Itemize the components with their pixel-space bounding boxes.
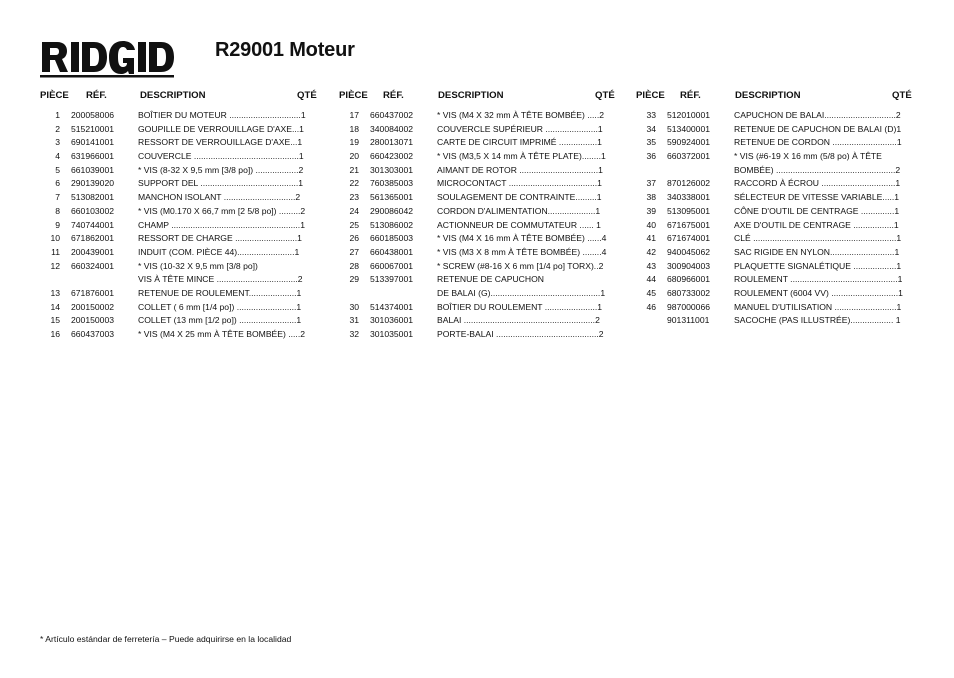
part-number: 26 (349, 233, 359, 244)
part-number: 10 (50, 233, 60, 244)
part-row (636, 219, 916, 233)
part-row (339, 177, 617, 191)
part-ref: 760385003 (370, 178, 414, 189)
part-number: 9 (55, 219, 60, 230)
part-description: AXE D'OUTIL DE CENTRAGE .................1 (734, 219, 899, 230)
part-number: 40 (646, 219, 656, 230)
part-ref: 660324001 (71, 260, 115, 271)
part-description: AIMANT DE ROTOR .................................1 (437, 164, 603, 175)
footnote: * Artículo estándar de ferretería – Puede adquirirse en la localidad (40, 634, 292, 644)
part-description: * VIS (8-32 X 9,5 mm [3/8 po]) ..................2 (138, 164, 304, 175)
part-number: 44 (646, 274, 656, 285)
part-number: 32 (349, 329, 359, 339)
table-header (40, 89, 320, 103)
header-ref: RÉF. (383, 90, 404, 101)
part-description: RETENUE DE CAPUCHON (437, 274, 544, 285)
part-row (40, 328, 320, 342)
part-number: 35 (646, 137, 656, 148)
part-number: 3 (55, 137, 60, 148)
header-description: DESCRIPTION (438, 90, 504, 101)
part-row (339, 273, 617, 287)
table-header (339, 89, 617, 103)
part-row (40, 260, 320, 274)
part-description: COLLET (13 mm [1/2 po]) ........................1 (138, 315, 302, 326)
header-qty: QTÉ (595, 90, 615, 101)
part-row (40, 246, 320, 260)
part-description: CÔNE D'OUTIL DE CENTRAGE ..............1 (734, 205, 900, 216)
part-number: 30 (349, 301, 359, 312)
part-description: ACTIONNEUR DE COMMUTATEUR ...... 1 (437, 219, 601, 230)
part-ref: 661039001 (71, 164, 115, 175)
part-ref: 660185003 (370, 233, 414, 244)
part-ref: 590924001 (667, 137, 711, 148)
part-ref: 987000066 (667, 301, 711, 312)
part-description: SÉLECTEUR DE VITESSE VARIABLE.....1 (734, 192, 900, 203)
part-description: RESSORT DE CHARGE ..........................1 (138, 233, 302, 244)
part-description: MICROCONTACT .....................................1 (437, 178, 602, 189)
part-row (339, 246, 617, 260)
part-ref: 513400001 (667, 123, 711, 134)
part-description: SOULAGEMENT DE CONTRAINTE.........1 (437, 192, 602, 203)
part-ref: 671675001 (667, 219, 711, 230)
part-description: RACCORD À ÉCROU ...............................1 (734, 178, 901, 189)
part-description: COUVERCLE ............................................1 (138, 151, 304, 162)
part-number: 38 (646, 192, 656, 203)
part-number: 46 (646, 301, 656, 312)
part-description: PORTE-BALAI ...........................................2 (437, 329, 604, 339)
part-row (636, 287, 916, 301)
part-row (636, 314, 916, 328)
part-number: 18 (349, 123, 359, 134)
part-ref: 513086002 (370, 219, 414, 230)
part-description: BALAI .......................................................2 (437, 315, 600, 326)
part-number: 33 (646, 110, 656, 120)
part-ref: 301035001 (370, 329, 414, 339)
part-number: 36 (646, 151, 656, 162)
part-number: 11 (51, 246, 60, 257)
part-ref: 514374001 (370, 301, 414, 312)
part-row (636, 205, 916, 219)
ridgid-logo-mark (40, 38, 176, 78)
part-number: 22 (349, 178, 359, 189)
part-ref: 561365001 (370, 192, 414, 203)
part-description: * VIS (M4 X 16 mm À TÊTE BOMBÉE) ......4 (437, 233, 607, 244)
part-ref: 660423002 (370, 151, 414, 162)
part-row (339, 232, 617, 246)
part-number: 2 (55, 123, 60, 134)
part-row (40, 191, 320, 205)
part-ref: 660437002 (370, 110, 414, 120)
part-description: MANCHON ISOLANT ..............................2 (138, 192, 301, 203)
part-description: RETENUE DE ROULEMENT....................1 (138, 287, 302, 298)
part-row (339, 150, 617, 164)
part-description: * VIS (M0.170 X 66,7 mm [2 5/8 po]) .........2 (138, 205, 306, 216)
part-row (636, 177, 916, 191)
part-number: 25 (349, 219, 359, 230)
header-description: DESCRIPTION (735, 90, 801, 101)
part-row (40, 314, 320, 328)
header-ref: RÉF. (680, 90, 701, 101)
part-description: ROULEMENT (6004 VV) ............................1 (734, 287, 903, 298)
part-description: SUPPORT DEL .........................................1 (138, 178, 304, 189)
part-description: SACOCHE (PAS ILLUSTRÉE).................. 1 (734, 315, 901, 326)
part-row (636, 246, 916, 260)
part-row (40, 301, 320, 315)
parts-list (339, 109, 617, 342)
part-row (636, 232, 916, 246)
part-number: 14 (50, 301, 60, 312)
part-row (636, 301, 916, 315)
part-ref: 513397001 (370, 274, 414, 285)
part-row (40, 205, 320, 219)
part-row (40, 219, 320, 233)
parts-column-2 (339, 89, 617, 342)
part-description: * SCREW (#8-16 X 6 mm [1/4 po] TORX)..2 (437, 260, 604, 271)
part-ref: 660372001 (667, 151, 711, 162)
part-ref: 671876001 (71, 287, 115, 298)
part-ref: 671862001 (71, 233, 115, 244)
part-ref: 513095001 (667, 205, 711, 216)
part-ref: 515210001 (71, 123, 115, 134)
part-ref: 660437003 (71, 329, 115, 339)
parts-column-3 (636, 89, 916, 328)
part-ref: 631966001 (71, 151, 115, 162)
part-row (339, 123, 617, 137)
part-row (636, 123, 916, 137)
part-description: * VIS (M3,5 X 14 mm À TÊTE PLATE)........1 (437, 151, 606, 162)
part-ref: 200150003 (71, 315, 115, 326)
part-ref: 200150002 (71, 301, 115, 312)
part-ref: 200058006 (71, 110, 115, 120)
part-row (339, 328, 617, 342)
part-ref: 301036001 (370, 315, 414, 326)
part-description: RETENUE DE CAPUCHON DE BALAI (D)1 (734, 123, 902, 134)
part-description: BOÎTIER DU MOTEUR ..............................1 (138, 110, 306, 120)
part-row (339, 301, 617, 315)
part-number: 24 (349, 205, 359, 216)
part-ref: 280013071 (370, 137, 414, 148)
part-description: COUVERCLE SUPÉRIEUR ......................1 (437, 123, 603, 134)
part-row (636, 150, 916, 164)
part-number: 21 (349, 164, 359, 175)
part-ref: 680966001 (667, 274, 711, 285)
part-number: 23 (349, 192, 359, 203)
part-description: CHAMP ......................................................1 (138, 219, 305, 230)
part-description: CARTE DE CIRCUIT IMPRIMÉ ................1 (437, 137, 602, 148)
part-number: 28 (349, 260, 359, 271)
part-row (40, 109, 320, 123)
part-description: DE BALAI (G)..............................................1 (437, 287, 606, 298)
part-description: * VIS (M4 X 32 mm À TÊTE BOMBÉE) .....2 (437, 110, 604, 120)
part-description: COLLET ( 6 mm [1/4 po]) .........................1 (138, 301, 302, 312)
part-row (339, 287, 617, 301)
part-number: 6 (55, 178, 60, 189)
part-row (40, 136, 320, 150)
part-number: 45 (646, 287, 656, 298)
part-number: 42 (646, 246, 656, 257)
part-ref: 301303001 (370, 164, 414, 175)
header-qty: QTÉ (892, 90, 912, 101)
part-number: 39 (646, 205, 656, 216)
part-ref: 660438001 (370, 246, 414, 257)
part-row (40, 287, 320, 301)
part-row (636, 136, 916, 150)
part-description: * VIS (#6-19 X 16 mm (5/8 po) À TÊTE (734, 151, 882, 162)
part-row (339, 109, 617, 123)
part-row (636, 109, 916, 123)
part-number: 17 (349, 110, 359, 120)
part-ref: 870126002 (667, 178, 711, 189)
part-number: 27 (349, 246, 359, 257)
part-ref: 290139020 (71, 178, 115, 189)
part-row (339, 260, 617, 274)
page-title: R29001 Moteur (215, 39, 355, 61)
part-ref: 660067001 (370, 260, 414, 271)
part-description: GOUPILLE DE VERROUILLAGE D'AXE...1 (138, 123, 304, 134)
part-description: * VIS (10-32 X 9,5 mm [3/8 po]) (138, 260, 258, 271)
part-number: 8 (55, 205, 60, 216)
part-number: 29 (349, 274, 359, 285)
part-number: 16 (50, 329, 60, 339)
part-ref: 513082001 (71, 192, 115, 203)
part-row (40, 150, 320, 164)
part-row (40, 123, 320, 137)
part-number: 20 (349, 151, 359, 162)
part-row (636, 164, 916, 178)
part-row (40, 164, 320, 178)
part-number: 13 (50, 287, 60, 298)
part-row (40, 232, 320, 246)
part-row (636, 260, 916, 274)
header-piece: PIÈCE (339, 90, 368, 101)
part-ref: 300904003 (667, 260, 711, 271)
parts-list (636, 109, 916, 328)
header-description: DESCRIPTION (140, 90, 206, 101)
part-description: MANUEL D'UTILISATION ..........................1 (734, 301, 902, 312)
part-ref: 671674001 (667, 233, 711, 244)
part-description: INDUIT (COM. PIÈCE 44)........................1 (138, 246, 300, 257)
part-row (339, 191, 617, 205)
part-description: RETENUE DE CORDON ...........................1 (734, 137, 902, 148)
part-number: 37 (646, 178, 656, 189)
part-description: SAC RIGIDE EN NYLON...........................1 (734, 246, 900, 257)
part-number: 43 (646, 260, 656, 271)
part-ref: 340084002 (370, 123, 414, 134)
part-description: BOÎTIER DU ROULEMENT ......................1 (437, 301, 603, 312)
part-row (636, 191, 916, 205)
part-row (339, 219, 617, 233)
part-number: 5 (55, 164, 60, 175)
part-row (40, 177, 320, 191)
ridgid-logo (40, 38, 176, 78)
part-number: 41 (646, 233, 656, 244)
parts-list (40, 109, 320, 342)
part-ref: 740744001 (71, 219, 115, 230)
part-ref: 512010001 (667, 110, 711, 120)
part-ref: 200439001 (71, 246, 115, 257)
header-piece: PIÈCE (40, 90, 69, 101)
part-row (40, 273, 320, 287)
part-description: PLAQUETTE SIGNALÉTIQUE ..................1 (734, 260, 902, 271)
part-description: * VIS (M4 X 25 mm À TÊTE BOMBÉE) .....2 (138, 329, 305, 339)
part-number: 7 (55, 192, 60, 203)
part-row (339, 205, 617, 219)
part-description: CORDON D'ALIMENTATION....................1 (437, 205, 601, 216)
part-ref: 940045062 (667, 246, 711, 257)
part-description: VIS À TÊTE MINCE ..................................2 (138, 274, 303, 285)
part-row (339, 136, 617, 150)
part-description: CAPUCHON DE BALAI..............................2 (734, 110, 901, 120)
part-description: * VIS (M3 X 8 mm À TÊTE BOMBÉE) ........4 (437, 246, 607, 257)
part-ref: 690141001 (71, 137, 115, 148)
part-number: 31 (349, 315, 359, 326)
part-ref: 680733002 (667, 287, 711, 298)
parts-column-1 (40, 89, 320, 342)
part-number: 34 (646, 123, 656, 134)
part-description: RESSORT DE VERROUILLAGE D'AXE...1 (138, 137, 303, 148)
part-row (339, 314, 617, 328)
part-number: 15 (50, 315, 60, 326)
table-header (636, 89, 916, 103)
part-description: BOMBÉE) ..................................................2 (734, 164, 901, 175)
part-number: 4 (55, 151, 60, 162)
part-ref: 660103002 (71, 205, 115, 216)
part-number: 12 (50, 260, 60, 271)
header-piece: PIÈCE (636, 90, 665, 101)
part-number: 19 (349, 137, 359, 148)
header-ref: RÉF. (86, 90, 107, 101)
part-description: ROULEMENT .............................................1 (734, 274, 903, 285)
part-row (636, 273, 916, 287)
part-number: 1 (55, 110, 60, 120)
part-row (339, 164, 617, 178)
part-ref: 901311001 (667, 315, 710, 326)
header-qty: QTÉ (297, 90, 317, 101)
part-ref: 340338001 (667, 192, 711, 203)
part-ref: 290086042 (370, 205, 414, 216)
part-description: CLÉ ............................................................1 (734, 233, 902, 244)
